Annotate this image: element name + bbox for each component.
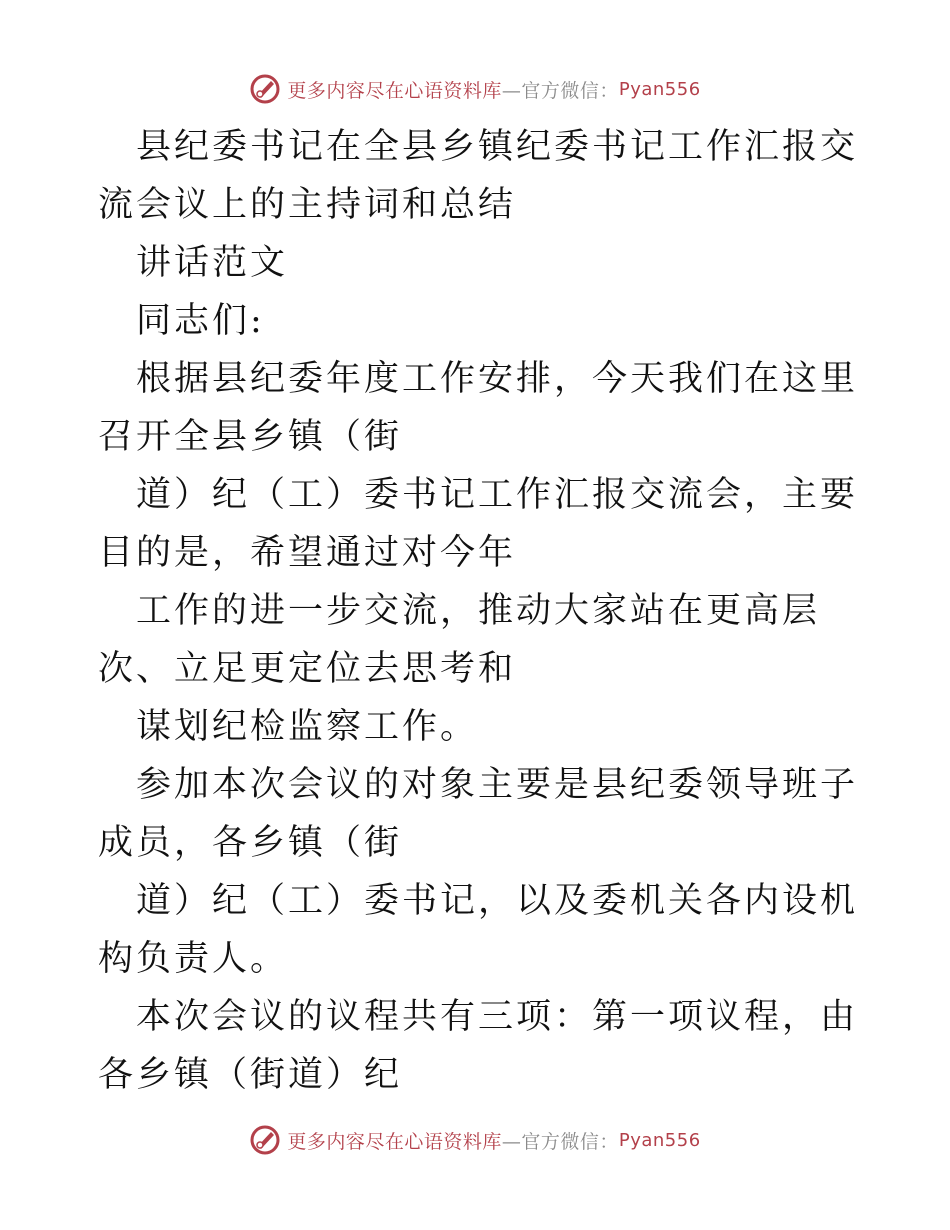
paragraph: 本次会议的议程共有三项：第一项议程，由各乡镇（街道）纪 xyxy=(98,997,859,1095)
header-watermark xyxy=(0,69,950,109)
paragraph: 同志们: xyxy=(136,301,265,341)
paragraph: 谋划纪检监察工作。 xyxy=(136,707,479,747)
paragraph: 道）纪（工）委书记工作汇报交流会，主要目的是，希望通过对今年 xyxy=(98,475,859,573)
watermark-wechat-id: Pyan556 xyxy=(618,1129,701,1151)
paragraph: 工作的进一步交流，推动大家站在更高层次、立足更定位去思考和 xyxy=(98,591,821,689)
paragraph: 参加本次会议的对象主要是县纪委领导班子成员，各乡镇（街 xyxy=(98,765,859,863)
brand-logo-icon xyxy=(249,1124,281,1156)
footer-watermark xyxy=(0,1120,950,1160)
paragraph: 讲话范文 xyxy=(136,243,289,283)
watermark-brand: 更多内容尽在心语资料库 xyxy=(287,1130,502,1153)
paragraph: 道）纪（工）委书记，以及委机关各内设机构负责人。 xyxy=(98,881,859,979)
brand-logo-icon xyxy=(249,73,281,105)
watermark-brand: 更多内容尽在心语资料库 xyxy=(287,79,502,102)
watermark-wechat-id: Pyan556 xyxy=(618,78,701,100)
paragraph: 县纪委书记在全县乡镇纪委书记工作汇报交流会议上的主持词和总结 xyxy=(98,127,859,225)
document-body xyxy=(98,118,858,1104)
paragraph: 根据县纪委年度工作安排，今天我们在这里召开全县乡镇（街 xyxy=(98,359,859,457)
watermark-separator: —官方微信： xyxy=(501,1130,619,1153)
watermark-separator: —官方微信： xyxy=(501,79,619,102)
